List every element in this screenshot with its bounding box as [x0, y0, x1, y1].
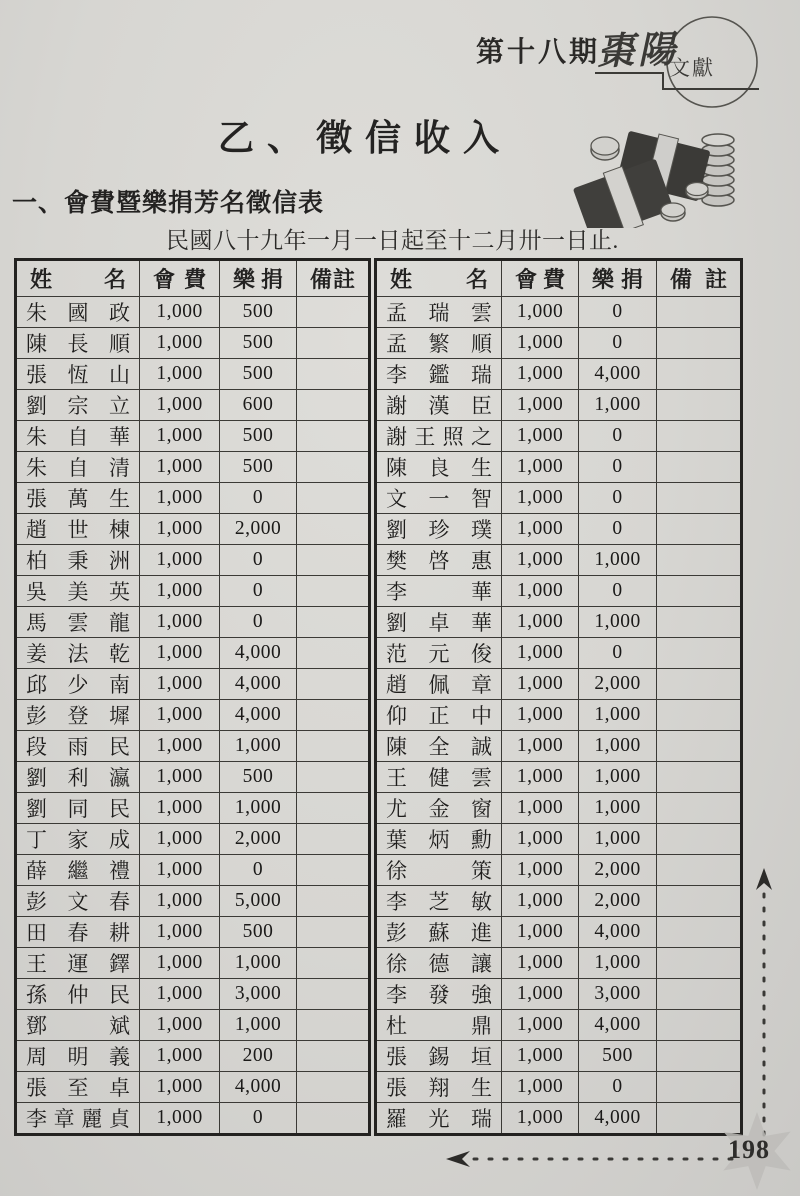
roster-tables: [14, 258, 743, 1136]
table-row: [16, 948, 370, 979]
name-cell: 李 章 麗 貞: [16, 1103, 140, 1135]
note-cell: [657, 297, 742, 328]
table-row: [376, 731, 742, 762]
note-cell: [297, 1041, 370, 1072]
note-cell: [297, 731, 370, 762]
note-cell: [297, 669, 370, 700]
donation-cell: 0: [579, 514, 657, 545]
fee-cell: 1,000: [502, 1103, 579, 1135]
name-cell: 周 明 義: [16, 1041, 140, 1072]
name-cell: 孫 仲 民: [16, 979, 140, 1010]
note-cell: [297, 1103, 370, 1135]
donation-cell: 1,000: [220, 793, 297, 824]
name-cell: 王 健 雲: [376, 762, 502, 793]
name-cell: 朱 自 華: [16, 421, 140, 452]
name-cell: 劉 宗 立: [16, 390, 140, 421]
name-cell: 謝 漢 臣: [376, 390, 502, 421]
table-row: [376, 979, 742, 1010]
fee-cell: 1,000: [502, 669, 579, 700]
note-cell: [657, 669, 742, 700]
fee-cell: 1,000: [140, 948, 220, 979]
note-cell: [297, 638, 370, 669]
donation-cell: 1,000: [579, 607, 657, 638]
note-cell: [297, 793, 370, 824]
name-cell: 張 萬 生: [16, 483, 140, 514]
donation-cell: 1,000: [220, 731, 297, 762]
note-cell: [657, 700, 742, 731]
name-cell: 文 一 智: [376, 483, 502, 514]
page-number: 198: [728, 1135, 770, 1164]
donation-cell: 2,000: [579, 886, 657, 917]
name-cell: 趙 世 棟: [16, 514, 140, 545]
fee-cell: 1,000: [502, 1072, 579, 1103]
fee-cell: 1,000: [140, 855, 220, 886]
donation-cell: 1,000: [579, 731, 657, 762]
note-cell: [657, 731, 742, 762]
table-row: [16, 917, 370, 948]
roster-body-left: [16, 297, 370, 1135]
name-cell: 姜 法 乾: [16, 638, 140, 669]
fee-cell: 1,000: [502, 1010, 579, 1041]
donation-cell: 500: [220, 762, 297, 793]
note-cell: [297, 948, 370, 979]
note-cell: [657, 545, 742, 576]
fee-cell: 1,000: [502, 762, 579, 793]
fee-cell: 1,000: [502, 824, 579, 855]
note-cell: [657, 886, 742, 917]
table-row: [16, 824, 370, 855]
note-cell: [297, 390, 370, 421]
name-cell: 劉 利 瀛: [16, 762, 140, 793]
note-cell: [297, 359, 370, 390]
donation-cell: 1,000: [579, 390, 657, 421]
fee-cell: 1,000: [140, 514, 220, 545]
note-cell: [297, 855, 370, 886]
note-cell: [657, 1041, 742, 1072]
roster-body-right: [376, 297, 742, 1135]
donation-cell: 1,000: [220, 1010, 297, 1041]
name-cell: 張 恆 山: [16, 359, 140, 390]
note-cell: [297, 545, 370, 576]
note-cell: [657, 824, 742, 855]
table-row: [376, 700, 742, 731]
roster-table-left: [14, 258, 371, 1136]
name-cell: 李 鑑 瑞: [376, 359, 502, 390]
name-cell: 柏 秉 洲: [16, 545, 140, 576]
name-cell: 劉 卓 華: [376, 607, 502, 638]
donation-cell: 1,000: [579, 762, 657, 793]
fee-cell: 1,000: [502, 421, 579, 452]
table-row: [16, 886, 370, 917]
donation-cell: 0: [579, 483, 657, 514]
note-cell: [657, 390, 742, 421]
table-row: [376, 1103, 742, 1135]
period-range: 民國八十九年一月一日起至十二月卅一日止.: [166, 228, 619, 253]
donation-cell: 4,000: [579, 1103, 657, 1135]
name-cell: 陳 良 生: [376, 452, 502, 483]
note-cell: [297, 607, 370, 638]
journal-title-script: 棗陽: [596, 29, 680, 74]
note-cell: [657, 979, 742, 1010]
table-row: [376, 452, 742, 483]
table-row: [16, 514, 370, 545]
column-header-fee: 會 費: [140, 260, 220, 297]
name-cell: 段 雨 民: [16, 731, 140, 762]
donation-cell: 1,000: [579, 700, 657, 731]
donation-cell: 500: [220, 297, 297, 328]
table-row: [376, 514, 742, 545]
fee-cell: 1,000: [502, 793, 579, 824]
name-cell: 張 錫 垣: [376, 1041, 502, 1072]
name-cell: 羅 光 瑞: [376, 1103, 502, 1135]
note-cell: [657, 762, 742, 793]
donation-cell: 2,000: [579, 855, 657, 886]
table-row: [16, 390, 370, 421]
column-header-note: 備 註: [657, 260, 742, 297]
donation-cell: 1,000: [220, 948, 297, 979]
fee-cell: 1,000: [140, 421, 220, 452]
table-row: [16, 297, 370, 328]
name-cell: 馬 雲 龍: [16, 607, 140, 638]
note-cell: [297, 328, 370, 359]
donation-cell: 0: [579, 638, 657, 669]
name-cell: 謝 王 照 之: [376, 421, 502, 452]
table-row: [376, 762, 742, 793]
note-cell: [657, 855, 742, 886]
table-row: [376, 1041, 742, 1072]
note-cell: [297, 979, 370, 1010]
name-cell: 李 華: [376, 576, 502, 607]
header-row: [376, 260, 742, 297]
donation-cell: 0: [220, 607, 297, 638]
table-row: [16, 979, 370, 1010]
note-cell: [657, 576, 742, 607]
fee-cell: 1,000: [140, 359, 220, 390]
name-cell: 李 發 強: [376, 979, 502, 1010]
fee-cell: 1,000: [140, 638, 220, 669]
table-row: [376, 638, 742, 669]
table-row: [16, 1103, 370, 1135]
table-row: [16, 359, 370, 390]
name-cell: 趙 佩 章: [376, 669, 502, 700]
donation-cell: 4,000: [220, 1072, 297, 1103]
table-row: [376, 1010, 742, 1041]
table-row: [376, 607, 742, 638]
table-row: [16, 1041, 370, 1072]
fee-cell: 1,000: [140, 917, 220, 948]
table-row: [16, 669, 370, 700]
name-cell: 徐 德 讓: [376, 948, 502, 979]
table-row: [376, 328, 742, 359]
donation-cell: 4,000: [220, 700, 297, 731]
fee-cell: 1,000: [502, 514, 579, 545]
column-header-name: 姓 名: [16, 260, 140, 297]
table-row: [16, 576, 370, 607]
donation-cell: 500: [220, 328, 297, 359]
donation-cell: 1,000: [579, 545, 657, 576]
table-row: [376, 390, 742, 421]
header-row: [16, 260, 370, 297]
name-cell: 尤 金 窗: [376, 793, 502, 824]
donation-cell: 1,000: [579, 793, 657, 824]
note-cell: [657, 948, 742, 979]
name-cell: 張 至 卓: [16, 1072, 140, 1103]
fee-cell: 1,000: [502, 576, 579, 607]
roster-table-right: [374, 258, 743, 1136]
table-row: [376, 886, 742, 917]
name-cell: 丁 家 成: [16, 824, 140, 855]
fee-cell: 1,000: [140, 390, 220, 421]
donation-cell: 1,000: [579, 824, 657, 855]
fee-cell: 1,000: [502, 948, 579, 979]
name-cell: 邱 少 南: [16, 669, 140, 700]
name-cell: 彭 文 春: [16, 886, 140, 917]
note-cell: [297, 700, 370, 731]
note-cell: [657, 607, 742, 638]
note-cell: [297, 452, 370, 483]
donation-cell: 0: [220, 855, 297, 886]
fee-cell: 1,000: [140, 545, 220, 576]
note-cell: [657, 793, 742, 824]
table-row: [376, 1072, 742, 1103]
table-row: [16, 421, 370, 452]
list-subtitle: 一、會費暨樂捐芳名徵信表: [12, 190, 325, 217]
fee-cell: 1,000: [502, 359, 579, 390]
donation-cell: 500: [220, 359, 297, 390]
donation-cell: 0: [579, 328, 657, 359]
table-row: [376, 948, 742, 979]
donation-cell: 0: [220, 1103, 297, 1135]
fee-cell: 1,000: [140, 328, 220, 359]
fee-cell: 1,000: [502, 607, 579, 638]
fee-cell: 1,000: [502, 452, 579, 483]
donation-cell: 2,000: [220, 824, 297, 855]
donation-cell: 200: [220, 1041, 297, 1072]
donation-cell: 600: [220, 390, 297, 421]
note-cell: [657, 421, 742, 452]
fee-cell: 1,000: [502, 731, 579, 762]
donation-cell: 4,000: [579, 1010, 657, 1041]
fee-cell: 1,000: [140, 669, 220, 700]
donation-cell: 2,000: [579, 669, 657, 700]
table-row: [376, 793, 742, 824]
donation-cell: 0: [579, 452, 657, 483]
fee-cell: 1,000: [502, 483, 579, 514]
name-cell: 陳 全 誠: [376, 731, 502, 762]
table-row: [16, 607, 370, 638]
donation-cell: 500: [220, 421, 297, 452]
fee-cell: 1,000: [502, 390, 579, 421]
name-cell: 朱 國 政: [16, 297, 140, 328]
note-cell: [657, 359, 742, 390]
name-cell: 彭 登 墀: [16, 700, 140, 731]
donation-cell: 0: [220, 576, 297, 607]
fee-cell: 1,000: [502, 917, 579, 948]
table-row: [16, 700, 370, 731]
table-row: [376, 545, 742, 576]
donation-cell: 500: [220, 917, 297, 948]
column-header-donation: 樂 捐: [220, 260, 297, 297]
note-cell: [657, 514, 742, 545]
fee-cell: 1,000: [502, 886, 579, 917]
donation-cell: 4,000: [579, 359, 657, 390]
name-cell: 張 翔 生: [376, 1072, 502, 1103]
fee-cell: 1,000: [502, 328, 579, 359]
name-cell: 劉 珍 璞: [376, 514, 502, 545]
donation-cell: 3,000: [579, 979, 657, 1010]
table-row: [16, 545, 370, 576]
donation-cell: 0: [220, 483, 297, 514]
note-cell: [297, 514, 370, 545]
name-cell: 仰 正 中: [376, 700, 502, 731]
name-cell: 田 春 耕: [16, 917, 140, 948]
fee-cell: 1,000: [140, 793, 220, 824]
fee-cell: 1,000: [502, 297, 579, 328]
fee-cell: 1,000: [140, 824, 220, 855]
donation-cell: 0: [579, 297, 657, 328]
column-header-name: 姓 名: [376, 260, 502, 297]
table-row: [376, 483, 742, 514]
note-cell: [297, 917, 370, 948]
table-row: [16, 328, 370, 359]
note-cell: [657, 328, 742, 359]
table-row: [16, 855, 370, 886]
dotted-left-arrow-icon: [444, 1148, 740, 1170]
table-row: [376, 359, 742, 390]
donation-cell: 0: [579, 1072, 657, 1103]
table-row: [16, 483, 370, 514]
table-row: [376, 917, 742, 948]
donation-cell: 4,000: [579, 917, 657, 948]
name-cell: 朱 自 清: [16, 452, 140, 483]
fee-cell: 1,000: [140, 483, 220, 514]
issue-label: 第十八期: [476, 37, 601, 68]
name-cell: 范 元 俊: [376, 638, 502, 669]
money-illustration: [563, 120, 739, 228]
fee-cell: 1,000: [140, 731, 220, 762]
donation-cell: 500: [579, 1041, 657, 1072]
table-row: [376, 824, 742, 855]
fee-cell: 1,000: [502, 1041, 579, 1072]
donation-cell: 0: [579, 421, 657, 452]
table-row: [16, 1010, 370, 1041]
name-cell: 葉 炳 勳: [376, 824, 502, 855]
name-cell: 鄧 斌: [16, 1010, 140, 1041]
name-cell: 樊 啓 惠: [376, 545, 502, 576]
name-cell: 吳 美 英: [16, 576, 140, 607]
table-row: [16, 452, 370, 483]
name-cell: 劉 同 民: [16, 793, 140, 824]
column-header-fee: 會 費: [502, 260, 579, 297]
note-cell: [297, 483, 370, 514]
fee-cell: 1,000: [502, 700, 579, 731]
note-cell: [297, 421, 370, 452]
note-cell: [657, 638, 742, 669]
donation-cell: 0: [220, 545, 297, 576]
donation-cell: 500: [220, 452, 297, 483]
donation-cell: 3,000: [220, 979, 297, 1010]
fee-cell: 1,000: [140, 607, 220, 638]
table-row: [16, 793, 370, 824]
name-cell: 薛 繼 禮: [16, 855, 140, 886]
column-header-donation: 樂 捐: [579, 260, 657, 297]
donation-cell: 5,000: [220, 886, 297, 917]
fee-cell: 1,000: [502, 855, 579, 886]
fee-cell: 1,000: [140, 1103, 220, 1135]
fee-cell: 1,000: [502, 979, 579, 1010]
note-cell: [297, 762, 370, 793]
donation-cell: 2,000: [220, 514, 297, 545]
note-cell: [297, 1072, 370, 1103]
fee-cell: 1,000: [502, 545, 579, 576]
table-row: [376, 669, 742, 700]
table-row: [16, 762, 370, 793]
note-cell: [297, 576, 370, 607]
name-cell: 王 運 鐸: [16, 948, 140, 979]
note-cell: [297, 1010, 370, 1041]
table-row: [376, 297, 742, 328]
donation-cell: 4,000: [220, 638, 297, 669]
fee-cell: 1,000: [502, 638, 579, 669]
note-cell: [657, 483, 742, 514]
name-cell: 李 芝 敏: [376, 886, 502, 917]
name-cell: 孟 瑞 雲: [376, 297, 502, 328]
fee-cell: 1,000: [140, 452, 220, 483]
note-cell: [297, 824, 370, 855]
table-row: [376, 421, 742, 452]
name-cell: 陳 長 順: [16, 328, 140, 359]
name-cell: 杜 鼎: [376, 1010, 502, 1041]
fee-cell: 1,000: [140, 1041, 220, 1072]
fee-cell: 1,000: [140, 762, 220, 793]
note-cell: [657, 917, 742, 948]
fee-cell: 1,000: [140, 297, 220, 328]
donation-cell: 4,000: [220, 669, 297, 700]
table-row: [16, 638, 370, 669]
note-cell: [657, 452, 742, 483]
fee-cell: 1,000: [140, 576, 220, 607]
table-row: [16, 731, 370, 762]
note-cell: [297, 297, 370, 328]
note-cell: [657, 1072, 742, 1103]
table-row: [16, 1072, 370, 1103]
note-cell: [297, 886, 370, 917]
note-cell: [657, 1010, 742, 1041]
dotted-up-arrow-icon: [752, 866, 776, 1146]
donation-cell: 1,000: [579, 948, 657, 979]
fee-cell: 1,000: [140, 1072, 220, 1103]
fee-cell: 1,000: [140, 979, 220, 1010]
fee-cell: 1,000: [140, 886, 220, 917]
fee-cell: 1,000: [140, 700, 220, 731]
name-cell: 徐 策: [376, 855, 502, 886]
name-cell: 彭 蘇 進: [376, 917, 502, 948]
name-cell: 孟 繁 順: [376, 328, 502, 359]
column-header-note: 備 註: [297, 260, 370, 297]
journal-title-sub: 文獻: [669, 56, 715, 80]
donation-cell: 0: [579, 576, 657, 607]
table-row: [376, 576, 742, 607]
table-row: [376, 855, 742, 886]
fee-cell: 1,000: [140, 1010, 220, 1041]
section-title: 乙、徵信收入: [217, 118, 512, 158]
